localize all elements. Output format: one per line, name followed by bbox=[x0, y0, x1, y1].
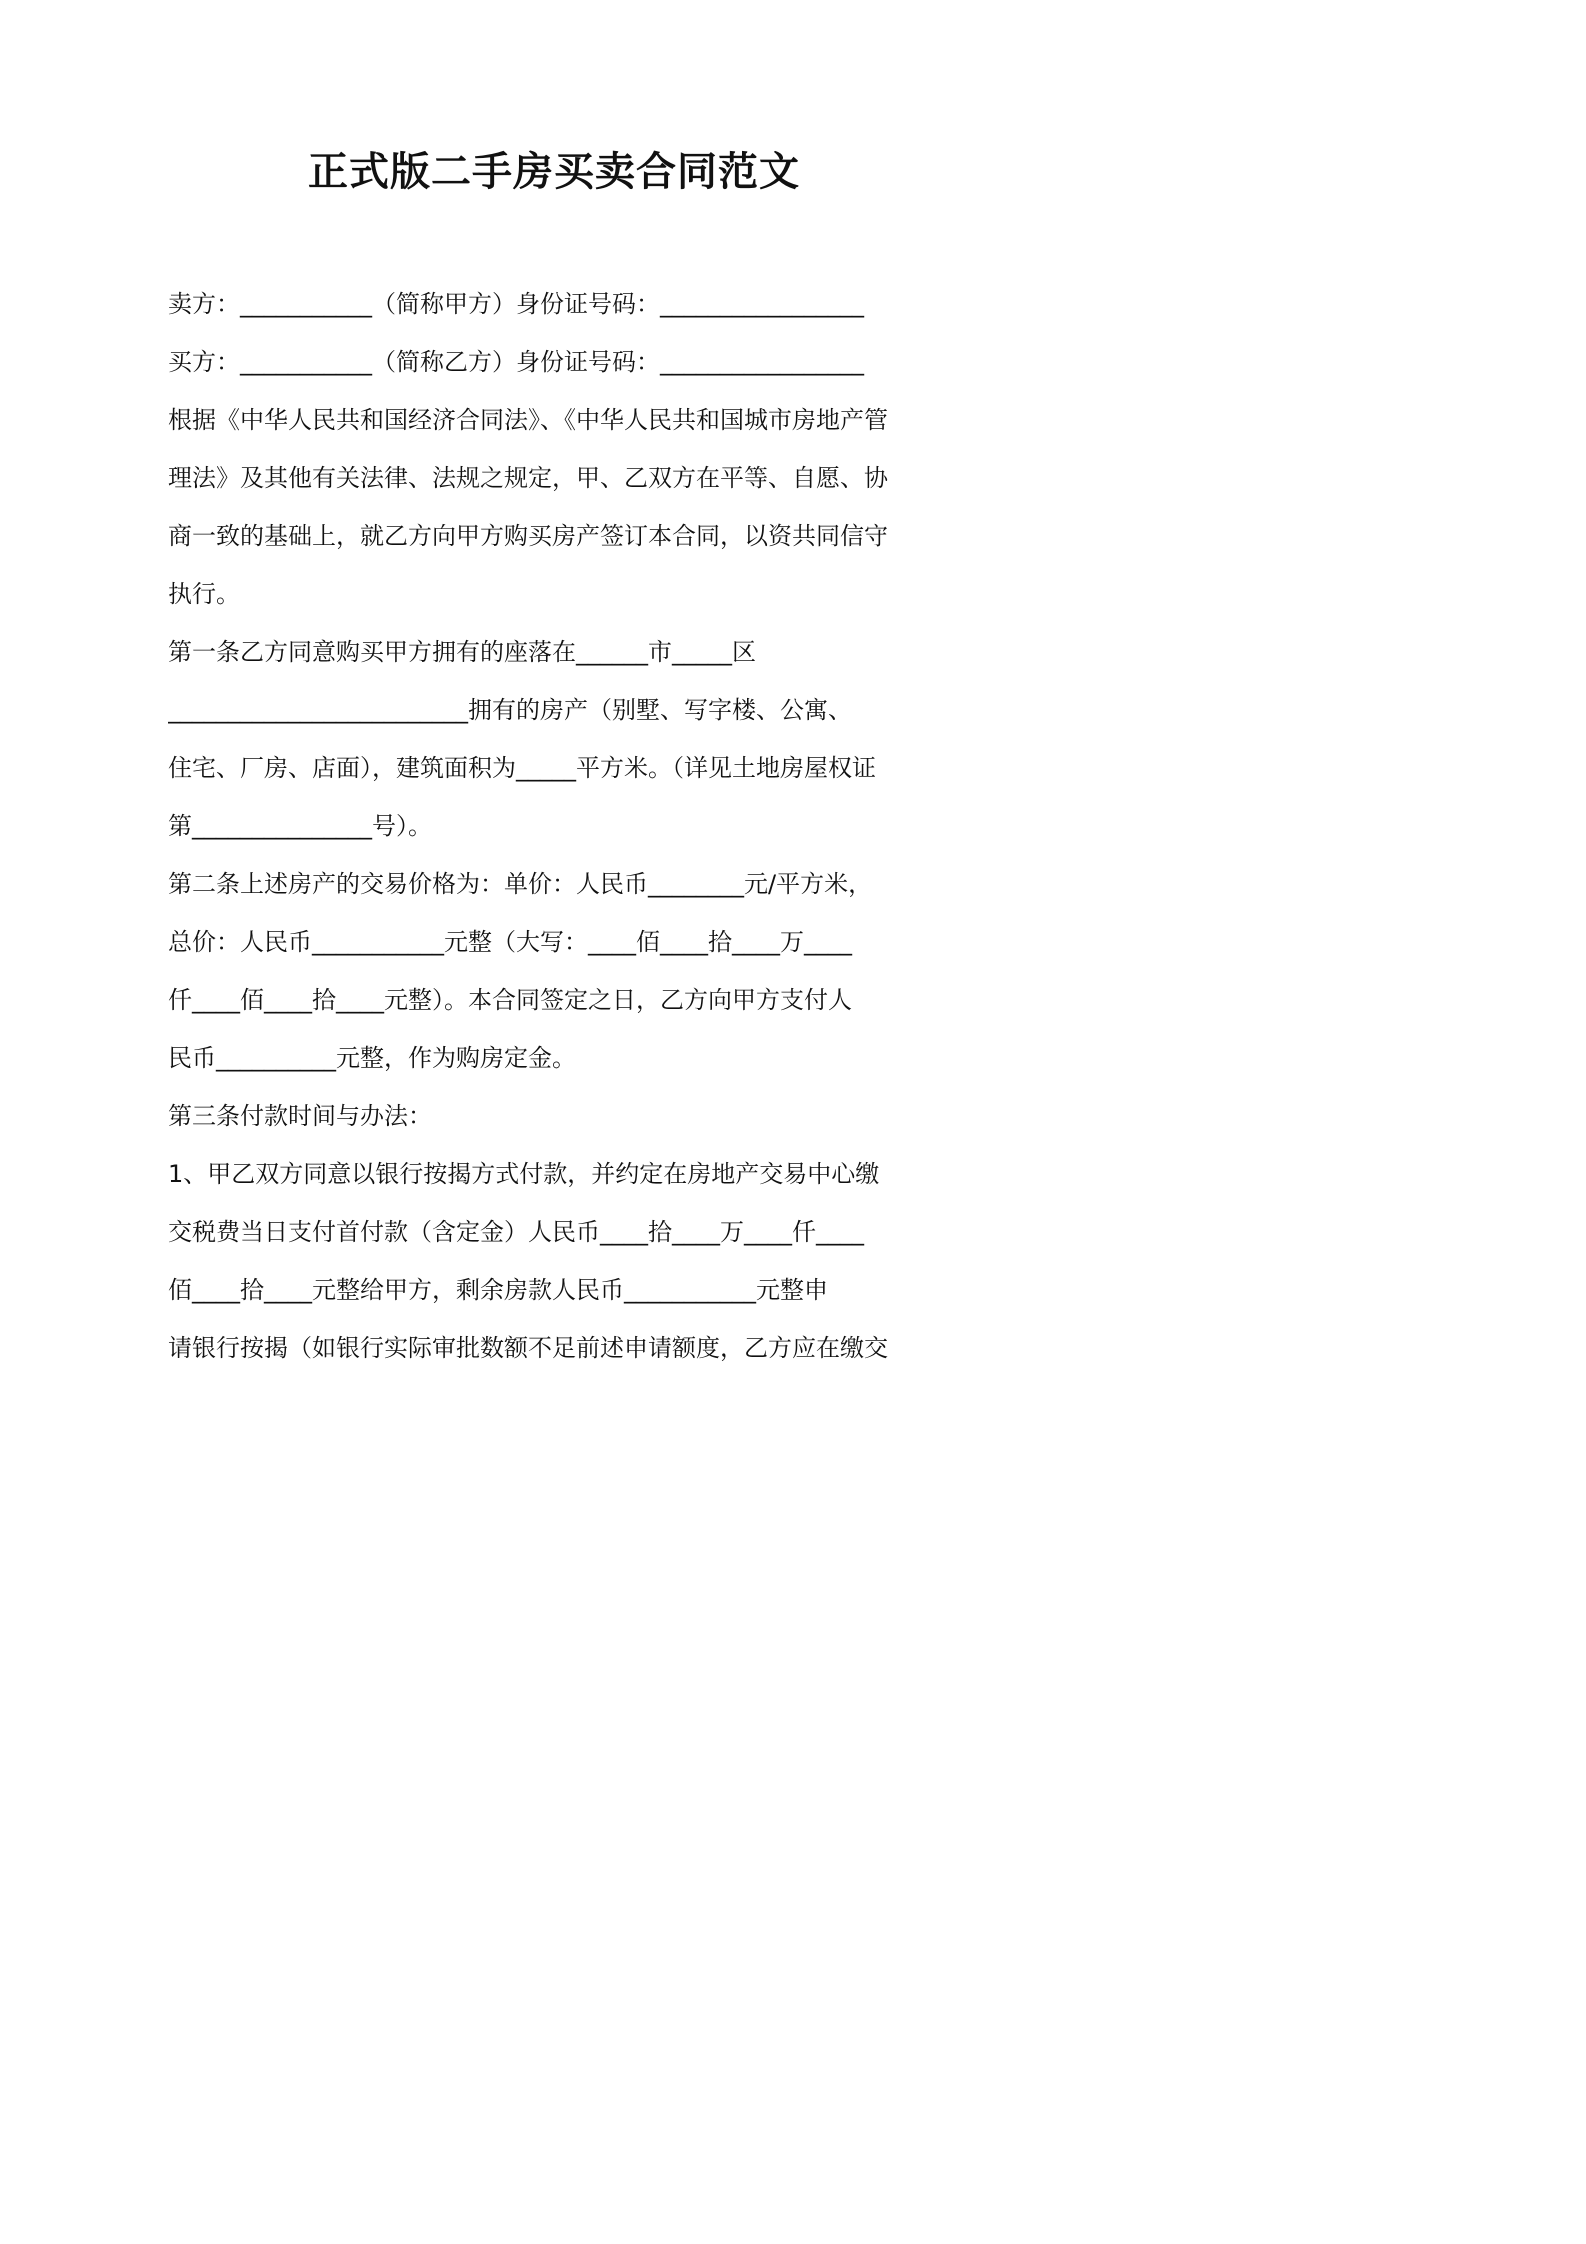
text-line: 理法》及其他有关法律、法规之规定，甲、乙双方在平等、自愿、协 bbox=[168, 464, 888, 492]
seller-line bbox=[168, 282, 944, 340]
text-line: 第三条付款时间与办法： bbox=[168, 1102, 432, 1130]
text-line: 请银行按揭（如银行实际审批数额不足前述申请额度，乙方应在缴交 bbox=[168, 1334, 888, 1362]
text-line: 交税费当日支付首付款（含定金）人民币____拾____万____仟____ bbox=[168, 1218, 864, 1246]
text-line: 1、甲乙双方同意以银行按揭方式付款，并约定在房地产交易中心缴 bbox=[168, 1160, 880, 1188]
buyer-line bbox=[168, 340, 944, 398]
text-line: 买方：___________（简称乙方）身份证号码：_________________ bbox=[168, 348, 864, 376]
article-1-line bbox=[168, 630, 944, 688]
text-line: 商一致的基础上，就乙方向甲方购买房产签订本合同，以资共同信守 bbox=[168, 522, 888, 550]
text-line: 第_______________号）。 bbox=[168, 812, 432, 840]
text-line: 执行。 bbox=[168, 580, 240, 608]
paragraph-line bbox=[168, 398, 944, 456]
document-page bbox=[0, 0, 1108, 1568]
text-line: _________________________拥有的房产（别墅、写字楼、公寓、 bbox=[168, 696, 852, 724]
text-line: 根据《中华人民共和国经济合同法》、《中华人民共和国城市房地产管 bbox=[168, 406, 888, 434]
text-line: 住宅、厂房、店面），建筑面积为_____平方米。（详见土地房屋权证 bbox=[168, 754, 876, 782]
text-line: 总价：人民币___________元整（大写：____佰____拾____万____ bbox=[168, 928, 852, 956]
document-title: 正式版二手房买卖合同范文 bbox=[308, 149, 800, 195]
article-3-line bbox=[168, 1326, 944, 1384]
article-1-line bbox=[168, 804, 944, 862]
text-line: 佰____拾____元整给甲方，剩余房款人民币___________元整申 bbox=[168, 1276, 828, 1304]
text-line: 仟____佰____拾____元整）。本合同签定之日，乙方向甲方支付人 bbox=[168, 986, 852, 1014]
paragraph-line bbox=[168, 456, 944, 514]
text-line: 第一条乙方同意购买甲方拥有的座落在______市_____区 bbox=[168, 638, 756, 666]
article-2-line bbox=[168, 1036, 944, 1094]
article-1-line bbox=[168, 688, 944, 746]
article-1-line bbox=[168, 746, 944, 804]
text-line: 卖方：___________（简称甲方）身份证号码：_________________ bbox=[168, 290, 864, 318]
article-2-line bbox=[168, 920, 944, 978]
document-body bbox=[168, 282, 944, 1384]
article-3-line bbox=[168, 1268, 944, 1326]
text-line: 第二条上述房产的交易价格为：单价：人民币________元/平方米， bbox=[168, 870, 873, 898]
article-3-line bbox=[168, 1210, 944, 1268]
article-2-line bbox=[168, 862, 944, 920]
text-line: 民币__________元整，作为购房定金。 bbox=[168, 1044, 576, 1072]
paragraph-line bbox=[168, 572, 944, 630]
article-3-heading bbox=[168, 1094, 944, 1152]
article-3-line bbox=[168, 1152, 944, 1210]
paragraph-line bbox=[168, 514, 944, 572]
article-2-line bbox=[168, 978, 944, 1036]
